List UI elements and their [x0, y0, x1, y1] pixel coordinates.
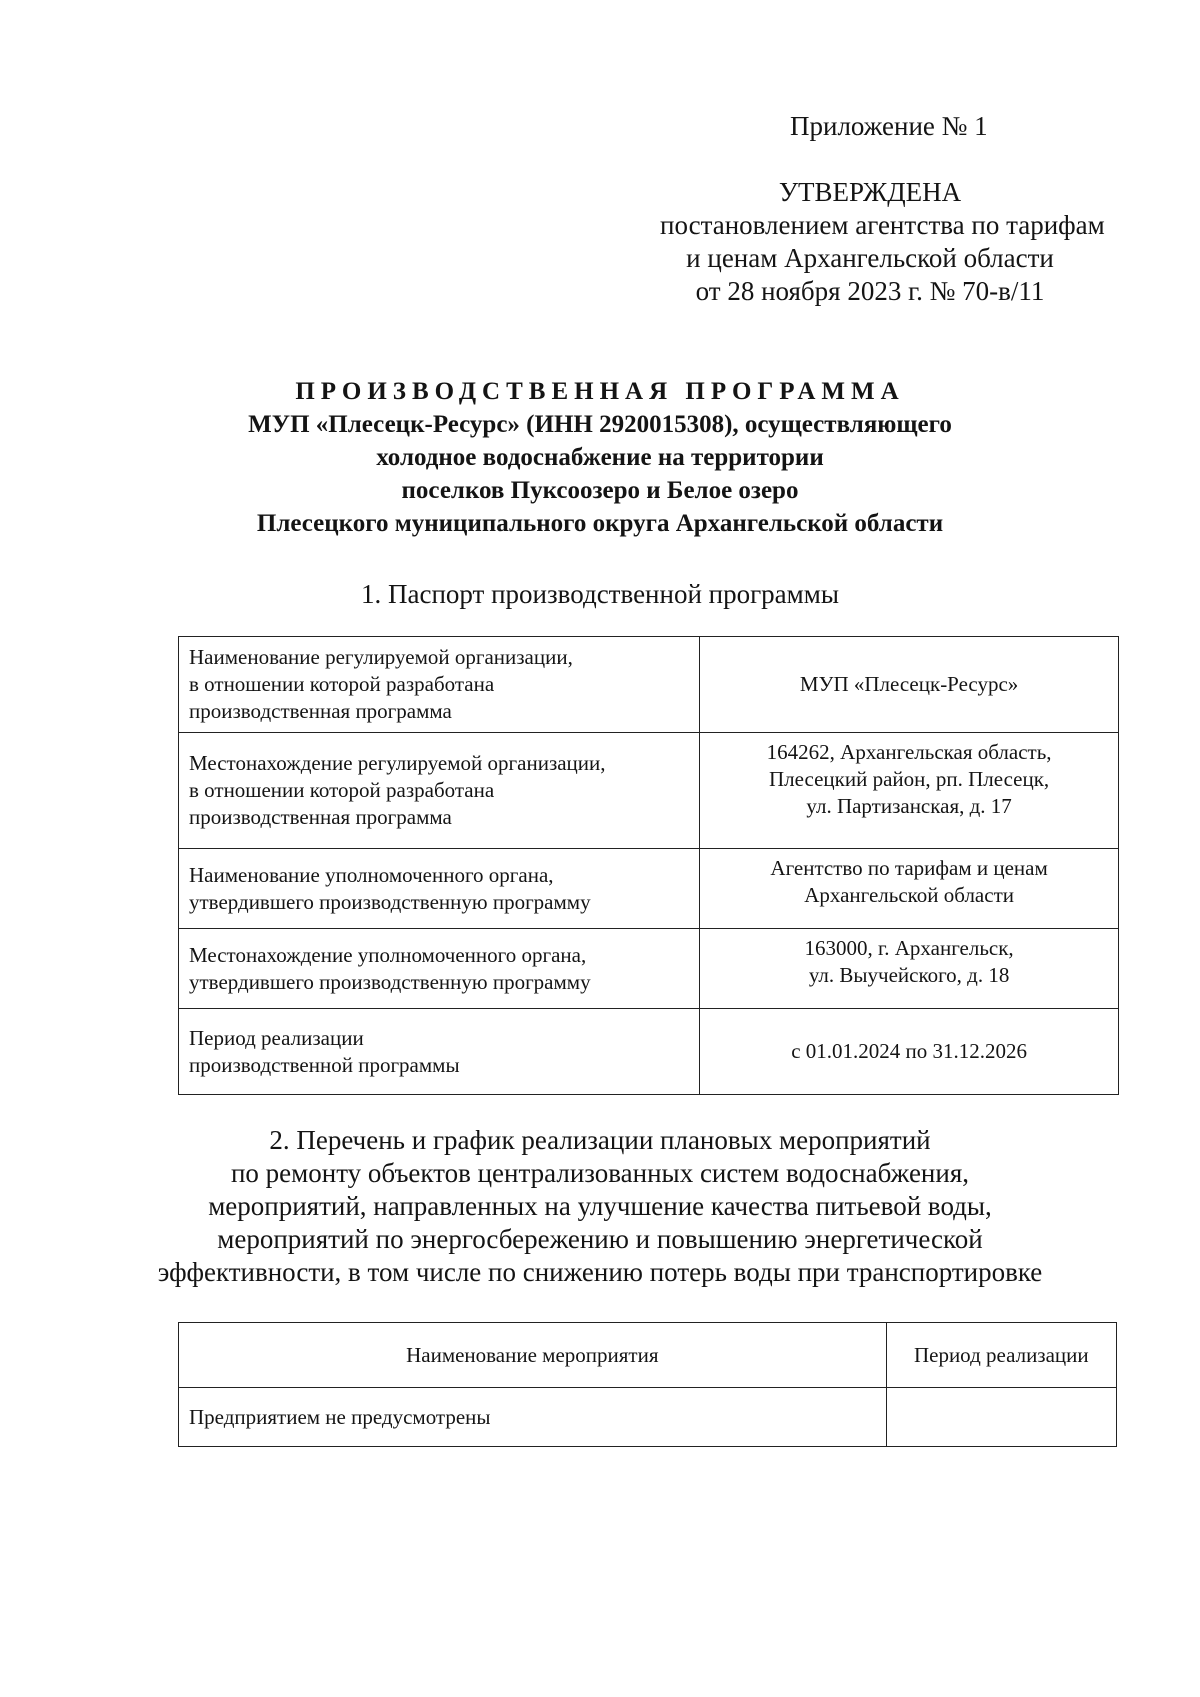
passport-key: Местонахождение уполномоченного органа, утвердившего производственную программу [179, 929, 700, 1009]
title-line: МУП «Плесецк-Ресурс» (ИНН 2920015308), осуществляющего [248, 411, 952, 438]
activities-table [178, 1322, 1117, 1447]
passport-value: 163000, г. Архангельск, ул. Выучейского, д. 18 [700, 929, 1119, 1009]
table-row [179, 1388, 1117, 1447]
title-line: холодное водоснабжение на территории [376, 444, 824, 471]
title-line: поселков Пуксоозеро и Белое озеро [401, 477, 799, 504]
table-row [179, 929, 1119, 1009]
table-row [179, 637, 1119, 733]
column-header-activity: Наименование мероприятия [179, 1323, 887, 1388]
section2-heading: 2. Перечень и график реализации плановых мероприятий по ремонту объектов централизованных систем водоснабжения, мероприятий, направленных на улучшение качества питьевой воды, мероприятий по энергосбережению и повышению энергетической эффективности, в том числе по снижению потерь воды при транспортировке [157, 1125, 1043, 1287]
document-title [150, 375, 1050, 540]
column-header-period: Период реализации [886, 1323, 1116, 1388]
passport-value: Агентство по тарифам и ценам Архангельской области [700, 849, 1119, 929]
section1-heading-text: 1. Паспорт производственной программы [361, 579, 839, 609]
approval-stamp [660, 176, 1105, 308]
program-title: ПРОИЗВОДСТВЕННАЯ ПРОГРАММА [295, 378, 905, 405]
passport-value: с 01.01.2024 по 31.12.2026 [700, 1009, 1119, 1095]
title-line: Плесецкого муниципального округа Архангельской области [256, 510, 944, 537]
table-row [179, 849, 1119, 929]
passport-key: Местонахождение регулируемой организации, в отношении которой разработана производственная программа [179, 733, 700, 849]
passport-table [178, 636, 1119, 1095]
approval-line: постановлением агентства по тарифам [660, 210, 1105, 240]
approval-line: от 28 ноября 2023 г. № 70-в/11 [695, 276, 1045, 306]
table-row [179, 1009, 1119, 1095]
passport-value: МУП «Плесецк-Ресурс» [700, 637, 1119, 733]
table-row [179, 733, 1119, 849]
annex-number: Приложение № 1 [790, 111, 988, 141]
passport-key: Период реализации производственной программы [179, 1009, 700, 1095]
passport-value: 164262, Архангельская область, Плесецкий район, рп. Плесецк, ул. Партизанская, д. 17 [700, 733, 1119, 849]
section1-heading [150, 578, 1050, 611]
activity-name-cell: Предприятием не предусмотрены [179, 1388, 887, 1447]
table-header-row [179, 1323, 1117, 1388]
activity-period-cell [886, 1388, 1116, 1447]
passport-key: Наименование уполномоченного органа, утвердившего производственную программу [179, 849, 700, 929]
passport-key: Наименование регулируемой организации, в отношении которой разработана производственная программа [179, 637, 700, 733]
approval-line: и ценам Архангельской области [686, 243, 1054, 273]
approved-label: УТВЕРЖДЕНА [778, 177, 962, 207]
